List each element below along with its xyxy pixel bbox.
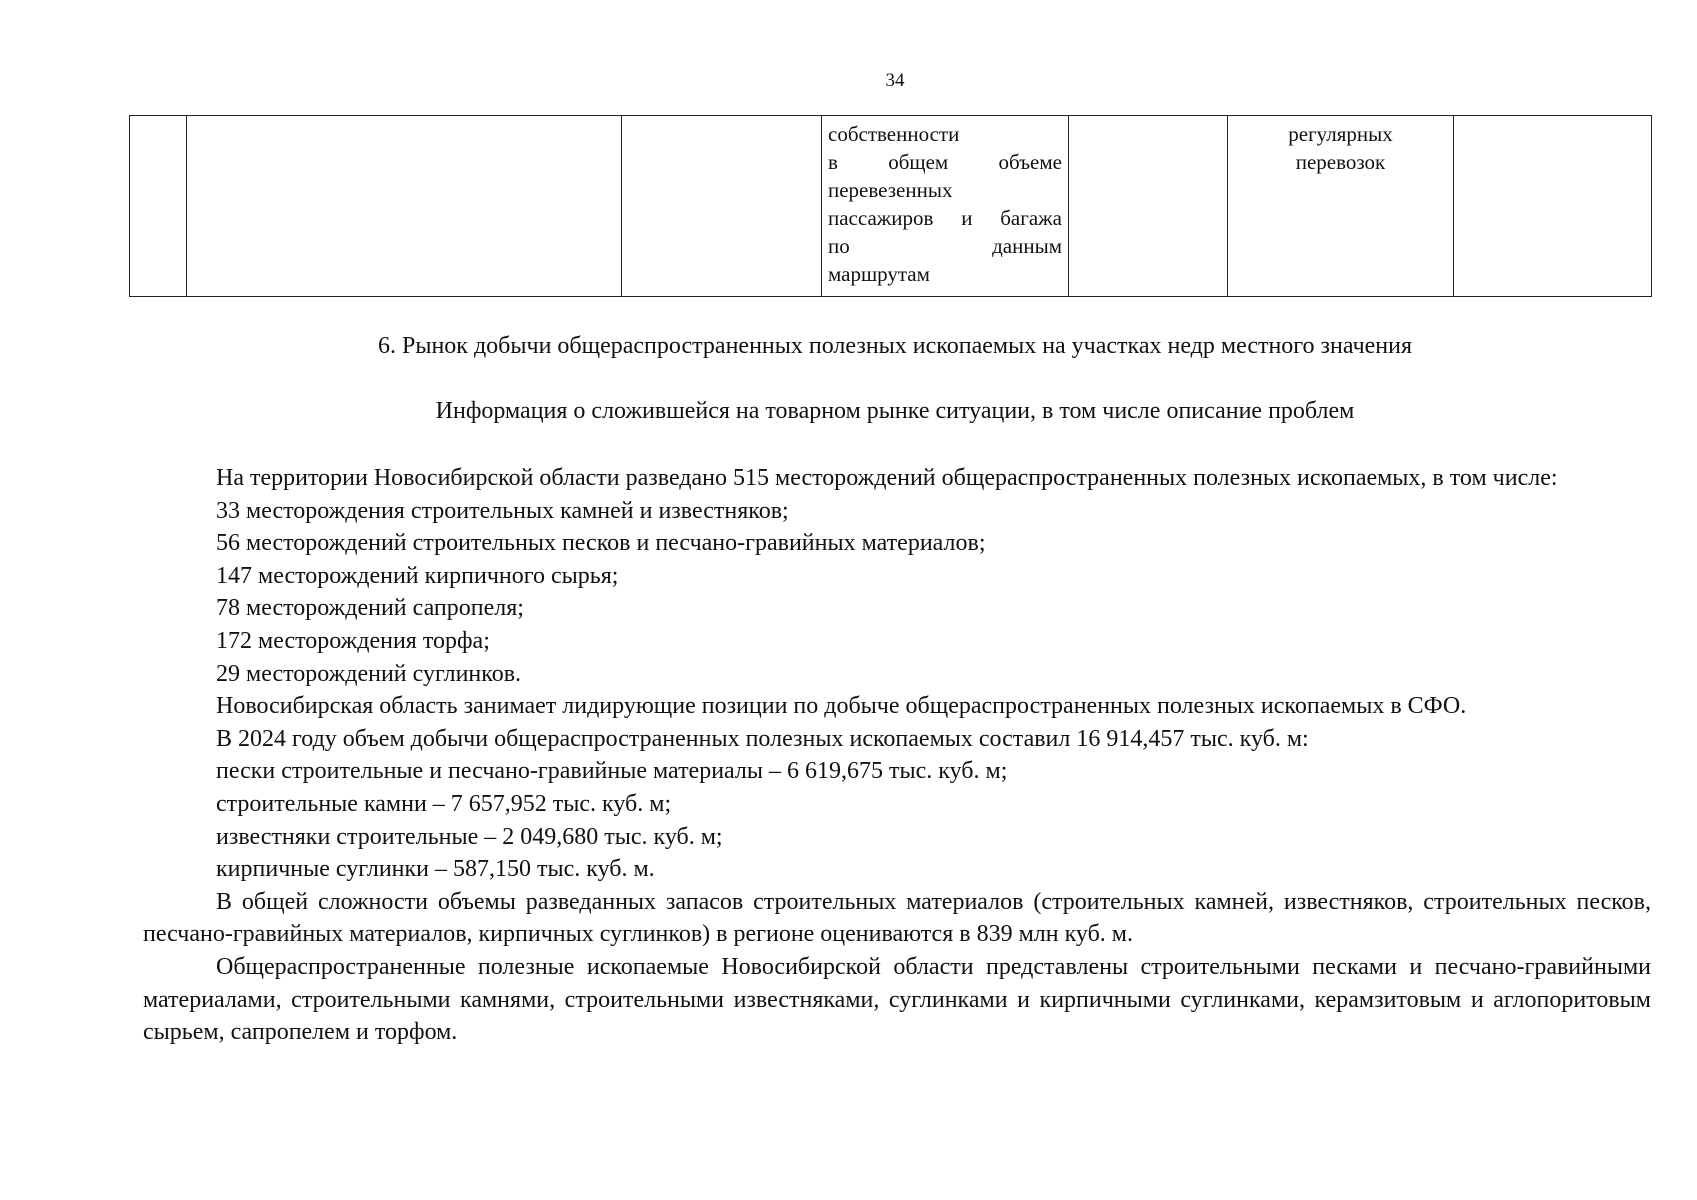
table-cell-1 bbox=[130, 116, 187, 297]
paragraph-intro: На территории Новосибирской области разведано 515 месторождений общераспространенных полезных ископаемых, в том числе: bbox=[216, 465, 1558, 491]
list-item: 172 месторождения торфа; bbox=[216, 627, 490, 654]
paragraph-volume-intro: В 2024 году объем добычи общераспространенных полезных ископаемых составил 16 914,457 тыс. куб. м: bbox=[216, 725, 1309, 752]
list-item: пески строительные и песчано-гравийные материалы – 6 619,675 тыс. куб. м; bbox=[216, 758, 1008, 785]
table-row bbox=[130, 116, 1652, 297]
table-cell-2 bbox=[187, 116, 622, 297]
cell-line: регулярных bbox=[1288, 122, 1393, 146]
cell-line: в общем объеме bbox=[828, 150, 1062, 174]
table-cell-5 bbox=[1069, 116, 1228, 297]
list-item: кирпичные суглинки – 587,150 тыс. куб. м. bbox=[216, 856, 655, 883]
cell-line: перевозок bbox=[1295, 150, 1386, 174]
paragraph-reserves: В общей сложности объемы разведанных запасов строительных материалов (строительных камней, известняков, строительных песков, песчано-гравийных материалов, кирпичных суглинков) в регионе оцениваются в 839 млн куб. м. bbox=[143, 888, 1651, 948]
cell-line: пассажиров и багажа bbox=[828, 206, 1062, 230]
section-title: 6. Рынок добычи общераспространенных полезных ископаемых на участках недр местного значения bbox=[377, 333, 1413, 359]
paragraph-leading: Новосибирская область занимает лидирующие позиции по добыче общераспространенных полезных ископаемых в СФО. bbox=[216, 693, 1467, 720]
list-item: 147 месторождений кирпичного сырья; bbox=[216, 562, 619, 589]
table-cell-share-of-passengers bbox=[822, 116, 1069, 297]
paragraph-represented: Общераспространенные полезные ископаемые Новосибирской области представлены строительными песками и песчано-гравийными материалами, строительными камнями, строительными известняками, суглинками и кирпичными суглинками, керамзитовым и аглопоритовым сырьем, сапропелем и торфом. bbox=[143, 953, 1651, 1046]
cell-line: перевезенных bbox=[828, 178, 953, 202]
list-item: 33 месторождения строительных камней и известняков; bbox=[216, 497, 789, 524]
table-cell-7 bbox=[1454, 116, 1652, 297]
list-item: 56 месторождений строительных песков и песчано-гравийных материалов; bbox=[216, 530, 986, 557]
table-cell-3 bbox=[622, 116, 822, 297]
cell-line: маршрутам bbox=[828, 262, 930, 286]
continuation-table bbox=[129, 115, 1652, 297]
subsection-title: Информация о сложившейся на товарном рынке ситуации, в том числе описание проблем bbox=[435, 398, 1355, 424]
list-item: строительные камни – 7 657,952 тыс. куб. м; bbox=[216, 790, 672, 817]
list-item: 29 месторождений суглинков. bbox=[216, 660, 522, 687]
list-item: известняки строительные – 2 049,680 тыс. куб. м; bbox=[216, 823, 723, 850]
list-item: 78 месторождений сапропеля; bbox=[216, 595, 524, 622]
table-cell-regular-transport bbox=[1228, 116, 1454, 297]
cell-line: собственности bbox=[828, 122, 960, 146]
page-number: 34 bbox=[885, 70, 905, 91]
cell-line: по данным bbox=[828, 234, 1062, 258]
body-text bbox=[143, 462, 1651, 1049]
